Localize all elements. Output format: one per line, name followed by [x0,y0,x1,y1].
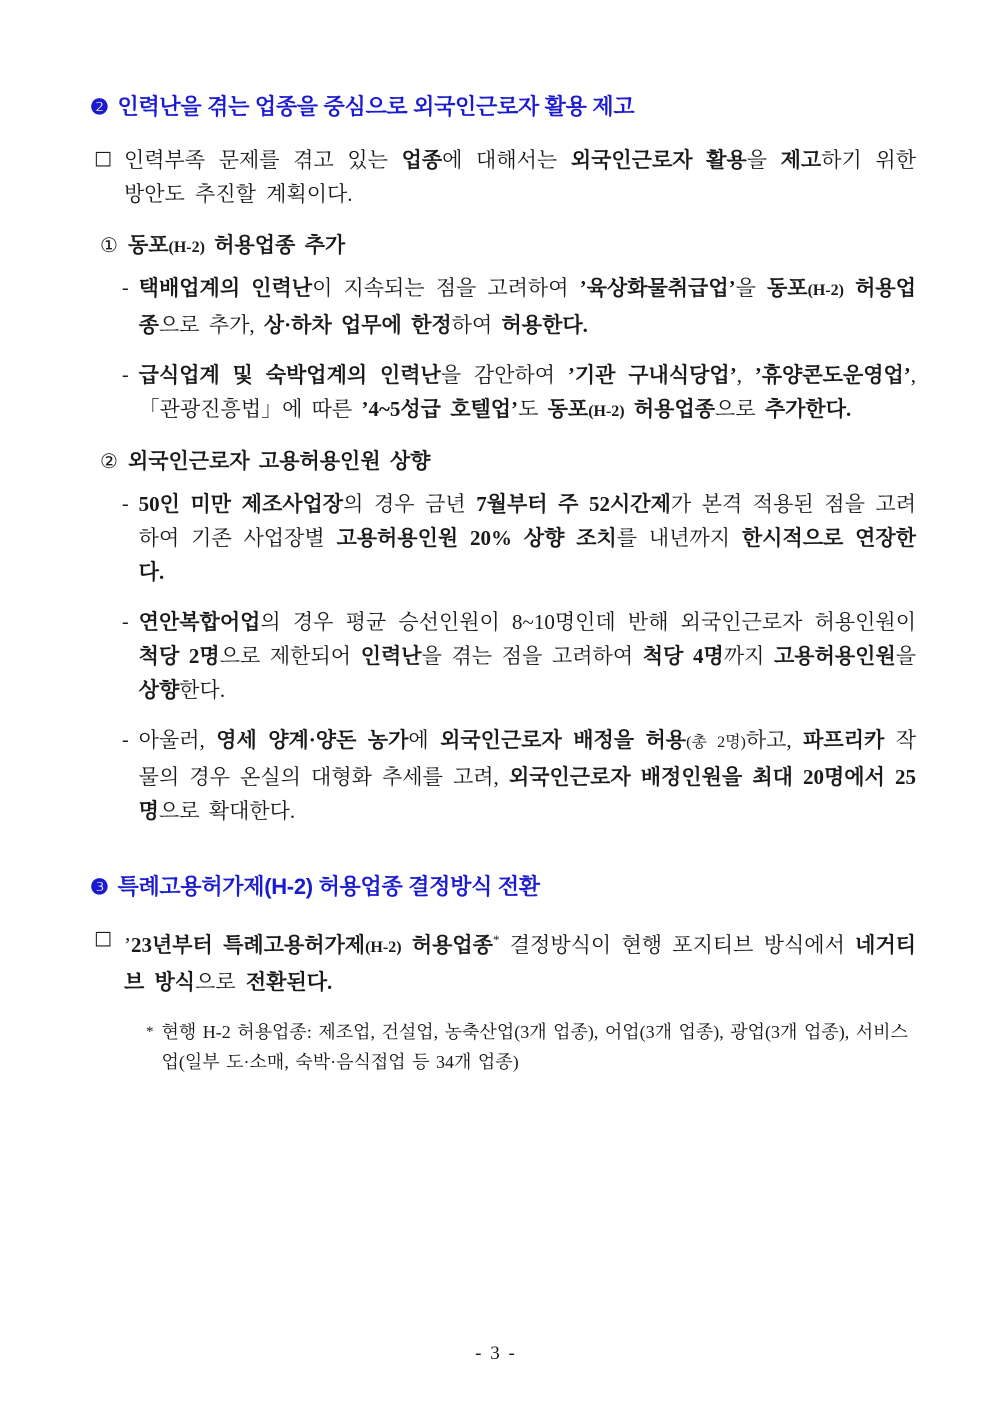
sub-item-1-title: 동포(H-2) 허용업종 추가 [127,233,346,257]
lead-text-run-2: 에 대해서는 [442,148,571,172]
section-heading-3 [90,90,916,121]
circled-number-1: ① [100,233,118,257]
section-3-lead-text [124,143,916,211]
sub-item-2-title: 외국인근로자 고용허용인원 상향 [127,449,431,473]
section-4-lead-paragraph [94,923,916,999]
dash-bullet-icon: - [122,611,129,633]
dash-bullet-icon: - [122,277,129,299]
section-4-footnote [146,1017,916,1077]
sub-item-2-bullet-2-text: 연안복합어업의 경우 평균 승선인원이 8~10명인데 반해 외국인근로자 허용인원이 척당 2명으로 제한되어 인력난을 겪는 점을 고려하여 척당 4명까지 고용허용인원을 상향한다. [138,610,917,702]
page-number: - 3 - [475,1343,517,1364]
dash-bullet-icon: - [122,729,129,751]
sub-item-1-bullet-2 [122,358,916,429]
section-4-lead-text: ’23년부터 특례고용허가제(H-2) 허용업종* 결정방식이 현행 포지티브 방식에서 네거티브 방식으로 전환된다. [123,932,917,994]
footnote-text: 현행 H-2 허용업종: 제조업, 건설업, 농축산업(3개 업종), 어업(3개 업종), 광업(3개 업종), 서비스업(일부 도·소매, 숙박·음식접업 등 34개 업종) [161,1022,908,1072]
lead-text-run-1: 인력부족 문제를 겪고 있는 [123,148,402,172]
lead-text-bold-2: 외국인근로자 활용 [570,148,747,172]
sub-item-1-bullet-1 [122,271,916,342]
sub-item-1-heading [100,229,916,259]
sub-item-2-bullet-3-text: 아울러, 영세 양계·양돈 농가에 외국인근로자 배정을 허용(총 2명)하고, 파프리카 작물의 경우 온실의 대형화 추세를 고려, 외국인근로자 배정인원을 최대 20명에서 25명으로 확대한다. [138,728,916,823]
lead-text-bold-1: 업종 [401,148,443,172]
sub-item-2-heading [100,445,916,475]
section-3-lead-paragraph [94,143,916,211]
sub-item-2-bullet-2 [122,605,916,707]
section-heading-4 [90,870,916,901]
square-bullet-icon: □ [94,147,112,169]
section-title-4: 특례고용허가제(H-2) 허용업종 결정방식 전환 [117,874,540,899]
sub-item-2-bullet-1 [122,487,916,589]
sub-item-2-bullet-3 [122,723,916,828]
sub-item-1-bullet-2-text: 급식업계 및 숙박업계의 인력난을 감안하여 ’기관 구내식당업’, ’휴양콘도운영업’, 「관광진흥법」에 따른 ’4~5성급 호텔업’도 동포(H-2) 허용업종으로 추가한다. [138,363,917,421]
section-number-3: ❷ [90,95,109,119]
dash-bullet-icon: - [122,493,129,515]
footnote-marker: * [146,1024,154,1040]
section-number-4: ❸ [90,875,109,899]
dash-bullet-icon: - [122,364,129,386]
circled-number-2: ② [100,449,118,473]
lead-text-run-3: 을 제고하기 위한 방안도 추진할 계획이다. [123,148,916,206]
square-bullet-icon: □ [94,927,112,949]
sub-item-1-bullet-1-text: 택배업계의 인력난이 지속되는 점을 고려하여 ’육상화물취급업’을 동포(H-2) 허용업종으로 추가, 상·하차 업무에 한정하여 허용한다. [138,276,916,337]
sub-item-2-bullet-1-text: 50인 미만 제조사업장의 경우 금년 7월부터 주 52시간제가 본격 적용된 점을 고려하여 기존 사업장별 고용허용인원 20% 상향 조치를 내년까지 한시적으로 연장한다. [138,492,917,584]
section-title-3: 인력난을 겪는 업종을 중심으로 외국인근로자 활용 제고 [117,94,635,119]
